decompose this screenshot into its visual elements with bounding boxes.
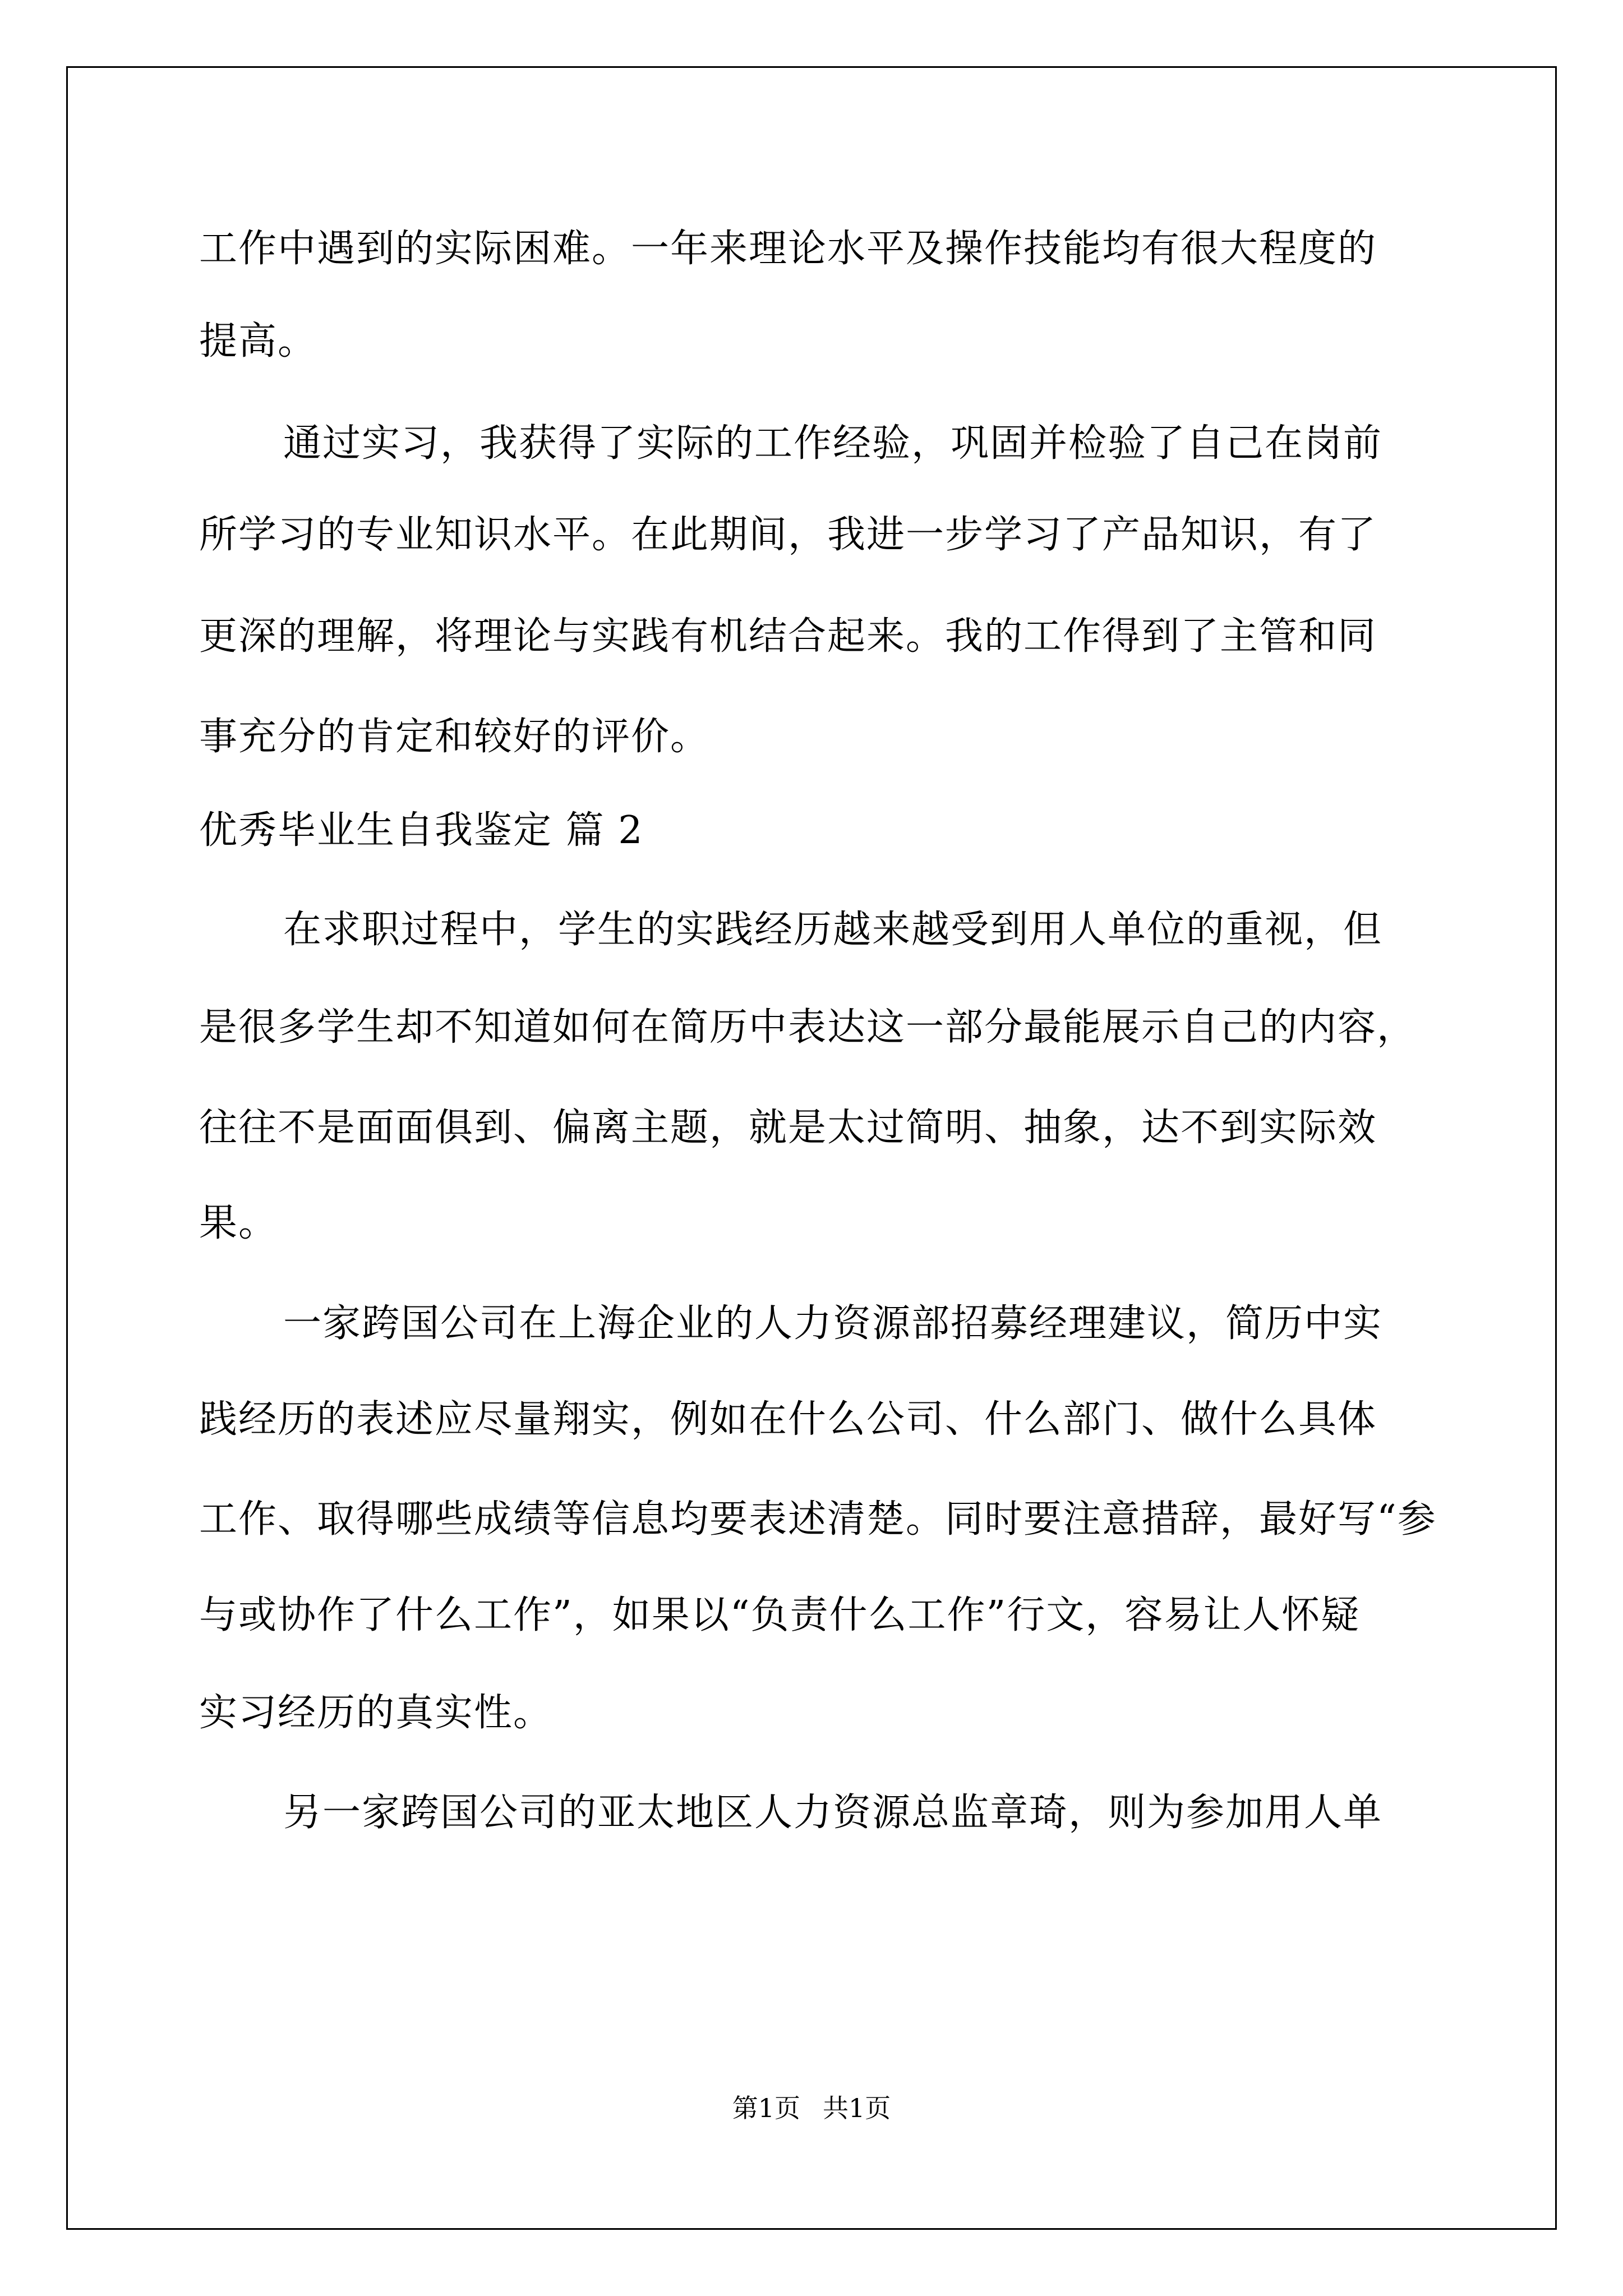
page-footer [0,2091,1623,2125]
paragraph-line: 另一家跨国公司的亚太地区人力资源总监章琦，则为参加用人单 [283,1791,1383,1835]
paragraph-line: 更深的理解，将理论与实践有机结合起来。我的工作得到了主管和同 [199,614,1377,659]
paragraph-line: 是很多学生却不知道如何在简历中表达这一部分最能展示自己的内容， [199,1005,1417,1050]
paragraph-line: 在求职过程中，学生的实践经历越来越受到用人单位的重视，但 [283,908,1383,952]
paragraph-line: 工作、取得哪些成绩等信息均要表述清楚。同时要注意措辞，最好写“参 [199,1497,1437,1542]
paragraph-line: 一家跨国公司在上海企业的人力资源部招募经理建议，简历中实 [283,1301,1383,1346]
page-number: 第1页 [732,2093,800,2123]
paragraph-line: 践经历的表述应尽量翔实，例如在什么公司、什么部门、做什么具体 [199,1397,1377,1442]
paragraph-line: 与或协作了什么工作”，如果以“负责什么工作”行文，容易让人怀疑 [199,1593,1361,1637]
paragraph-line: 通过实习，我获得了实际的工作经验，巩固并检验了自己在岗前 [283,421,1383,466]
section-heading: 优秀毕业生自我鉴定 篇 2 [199,808,644,853]
paragraph-line: 实习经历的真实性。 [199,1691,553,1735]
paragraph-line: 工作中遇到的实际困难。一年来理论水平及操作技能均有很大程度的 [199,227,1377,271]
paragraph-line: 提高。 [199,319,317,364]
paragraph-line: 往往不是面面俱到、偏离主题，就是太过简明、抽象，达不到实际效 [199,1106,1377,1150]
paragraph-line: 所学习的专业知识水平。在此期间，我进一步学习了产品知识，有了 [199,513,1377,557]
paragraph-line: 果。 [199,1201,278,1245]
page-total: 共1页 [823,2093,891,2123]
paragraph-line: 事充分的肯定和较好的评价。 [199,715,710,759]
